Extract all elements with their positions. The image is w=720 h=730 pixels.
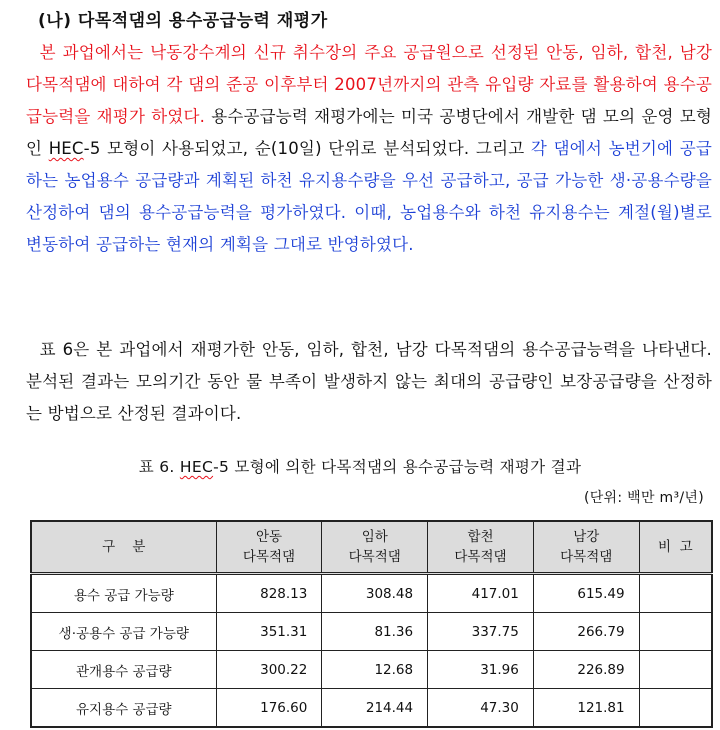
row-label: 관개용수 공급량 xyxy=(31,651,216,689)
caption-text: -5 모형에 의한 다목적댐의 용수공급능력 재평가 결과 xyxy=(213,458,582,476)
table-row xyxy=(31,651,712,689)
cell-andong: 828.13 xyxy=(216,574,322,613)
hec-term: HEC xyxy=(179,458,214,476)
cell-hapcheon: 337.75 xyxy=(428,613,534,651)
header-imha xyxy=(322,521,428,574)
cell-namgang: 121.81 xyxy=(533,689,639,728)
header-line: 다목적댐 xyxy=(348,549,401,565)
cell-namgang: 266.79 xyxy=(533,613,639,651)
cell-andong: 300.22 xyxy=(216,651,322,689)
header-category: 구 분 xyxy=(31,521,216,574)
row-label: 생·공용수 공급 가능량 xyxy=(31,613,216,651)
cell-namgang: 226.89 xyxy=(533,651,639,689)
unit-label: (단위: 백만 m³/년) xyxy=(583,490,704,506)
cell-hapcheon: 417.01 xyxy=(428,574,534,613)
table-row xyxy=(31,613,712,651)
highlight-red-text: 본 과업에서는 낙동강수계의 신규 취수장의 주요 공급원으로 선정된 안동, 임하, 합천, 남강 다목적댐에 대하여 각 댐의 준공 이후부터 2007년까지의 관측 유입량 자료를 활용하여 용수공급능력을 재평가 하였다. xyxy=(26,43,712,126)
cell-remark xyxy=(639,689,712,728)
header-namgang xyxy=(533,521,639,574)
paragraph-text: 표 6은 본 과업에서 재평가한 안동, 임하, 합천, 남강 다목적댐의 용수공급능력을 나타낸다. 분석된 결과는 모의기간 동안 물 부족이 발생하지 않는 최대의 공급량인 보장공급량을 산정하는 방법으로 산정된 결과이다. xyxy=(26,340,712,423)
table-header-row xyxy=(31,521,712,574)
cell-namgang: 615.49 xyxy=(533,574,639,613)
header-andong xyxy=(216,521,322,574)
cell-imha: 81.36 xyxy=(322,613,428,651)
paragraph-table-intro xyxy=(26,334,712,430)
header-line: 임하 xyxy=(361,529,388,545)
caption-prefix: 표 6. xyxy=(138,458,180,476)
header-line: 다목적댐 xyxy=(242,549,296,565)
header-line: 다목적댐 xyxy=(454,549,507,565)
cell-imha: 308.48 xyxy=(322,574,428,613)
paragraph-text: 용수공급능력 재평가에는 미국 공병단에서 개발한 댐 모의 운영 모형인 xyxy=(26,107,712,158)
cell-imha: 12.68 xyxy=(322,651,428,689)
table-caption xyxy=(0,455,720,477)
cell-andong: 351.31 xyxy=(216,613,322,651)
capacity-table xyxy=(30,520,713,728)
row-label: 유지용수 공급량 xyxy=(31,689,216,728)
paragraph-methodology xyxy=(26,37,712,261)
cell-remark xyxy=(639,574,712,613)
highlight-blue-text: 각 댐에서 농번기에 공급하는 농업용수 공급량과 계획된 하천 유지용수량을 우선 공급하고, 공급 가능한 생·공용수량을 산정하여 댐의 용수공급능력을 평가하였다. 이때, 농업용수와 하천 유지용수는 계절(월)별로 변동하여 공급하는 현재의 계획을 그대로 반영하였다. xyxy=(26,139,712,254)
cell-remark xyxy=(639,651,712,689)
section-heading: (나) 다목적댐의 용수공급능력 재평가 xyxy=(38,11,328,31)
cell-andong: 176.60 xyxy=(216,689,322,728)
cell-hapcheon: 47.30 xyxy=(428,689,534,728)
header-line: 남강 xyxy=(573,529,600,545)
header-line: 다목적댐 xyxy=(560,549,613,565)
header-line: 안동 xyxy=(255,529,283,545)
header-hapcheon xyxy=(428,521,534,574)
hec-term: HEC xyxy=(48,139,84,158)
table-row xyxy=(31,689,712,728)
table-row xyxy=(31,574,712,613)
cell-remark xyxy=(639,613,712,651)
cell-imha: 214.44 xyxy=(322,689,428,728)
row-label: 용수 공급 가능량 xyxy=(31,574,216,613)
header-remark: 비 고 xyxy=(639,521,712,574)
cell-hapcheon: 31.96 xyxy=(428,651,534,689)
header-line: 합천 xyxy=(467,529,494,545)
paragraph-text: -5 모형이 사용되었고, 순(10일) 단위로 분석되었다. 그리고 xyxy=(83,139,531,158)
